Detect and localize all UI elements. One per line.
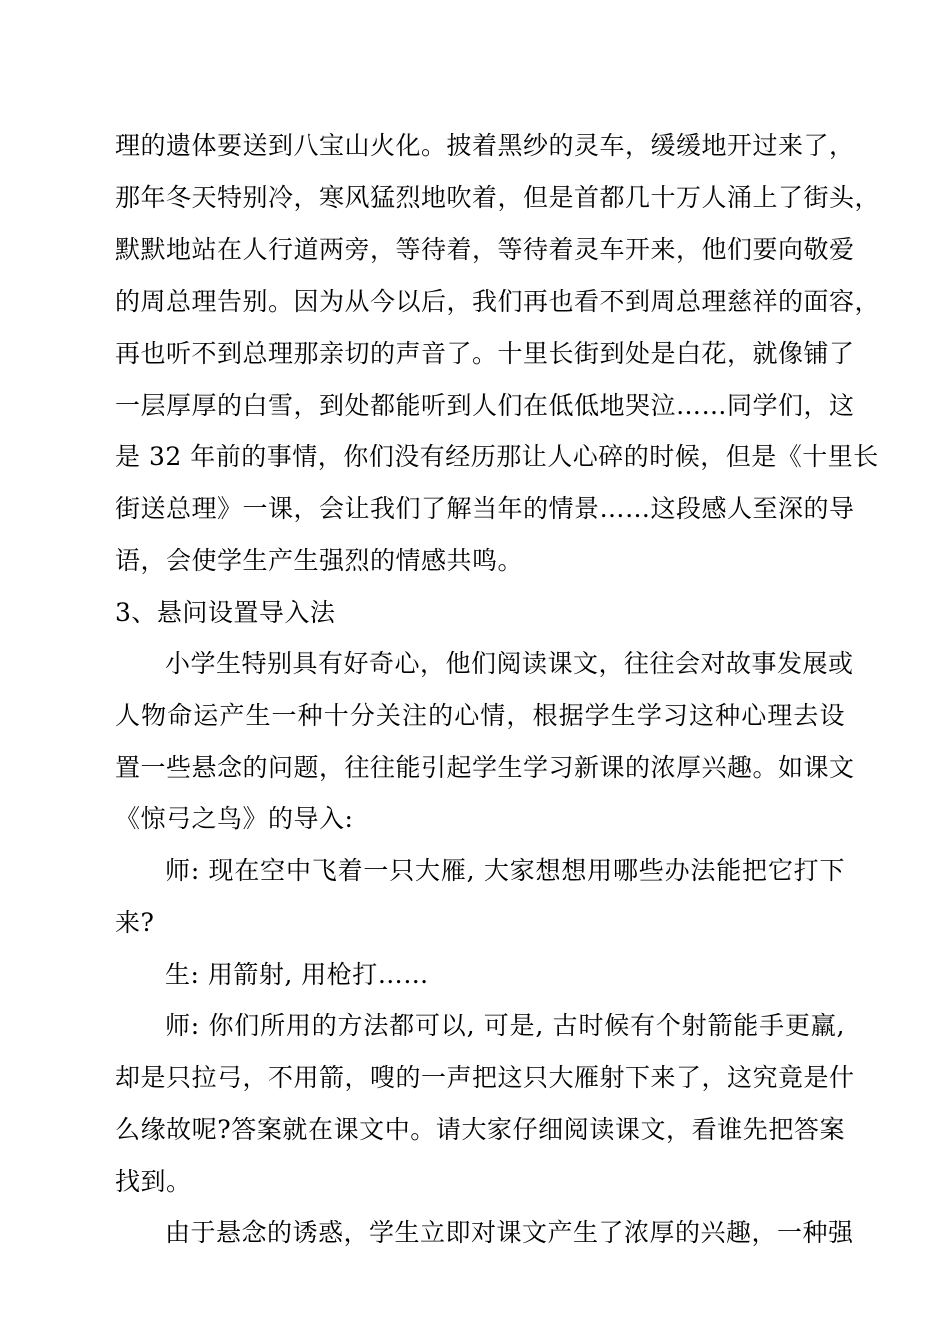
dialogue-line: 么缘故呢?答案就在课文中。请大家仔细阅读课文，看谁先把答案	[115, 1115, 845, 1144]
paragraph-line: 语，会使学生产生强烈的情感共鸣。	[115, 546, 524, 575]
paragraph-line: 小学生特别具有好奇心，他们阅读课文，往往会对故事发展或	[165, 649, 854, 678]
paragraph-line: 默默地站在人行道两旁，等待着，等待着灵车开来，他们要向敬爱	[115, 235, 855, 264]
section-heading: 3、悬问设置导入法	[115, 598, 336, 627]
dialogue-line: 师: 你们所用的方法都可以, 可是, 古时候有个射箭能手更羸,	[165, 1011, 845, 1040]
paragraph-line: 置一些悬念的问题，往往能引起学生学习新课的浓厚兴趣。如课文	[115, 753, 855, 782]
paragraph-line: 街送总理》一课，会让我们了解当年的情景……这段感人至深的导	[115, 494, 855, 523]
paragraph-line: 的周总理告别。因为从今以后，我们再也看不到周总理慈祥的面容，	[115, 287, 881, 316]
dialogue-line: 生: 用箭射, 用枪打……	[165, 960, 429, 989]
dialogue-line: 来?	[115, 908, 155, 937]
dialogue-line: 却是只拉弓，不用箭，嗖的一声把这只大雁射下来了，这究竟是什	[115, 1063, 855, 1092]
dialogue-line: 师: 现在空中飞着一只大雁, 大家想想用哪些办法能把它打下	[165, 856, 845, 885]
paragraph-line: 《惊弓之鸟》的导入:	[115, 804, 354, 833]
paragraph-line: 再也听不到总理那亲切的声音了。十里长街到处是白花，就像铺了	[115, 339, 855, 368]
paragraph-line: 那年冬天特别冷，寒风猛烈地吹着，但是首都几十万人涌上了街头，	[115, 183, 881, 212]
paragraph-line: 由于悬念的诱惑，学生立即对课文产生了浓厚的兴趣，一种强	[165, 1218, 854, 1247]
dialogue-line: 找到。	[115, 1167, 192, 1196]
paragraph-line: 是 32 年前的事情，你们没有经历那让人心碎的时候，但是《十里长	[115, 442, 879, 471]
paragraph-line: 人物命运产生一种十分关注的心情，根据学生学习这种心理去设	[115, 701, 845, 730]
paragraph-line: 一层厚厚的白雪，到处都能听到人们在低低地哭泣……同学们，这	[115, 391, 855, 420]
paragraph-line: 理的遗体要送到八宝山火化。披着黑纱的灵车，缓缓地开过来了，	[115, 131, 855, 160]
